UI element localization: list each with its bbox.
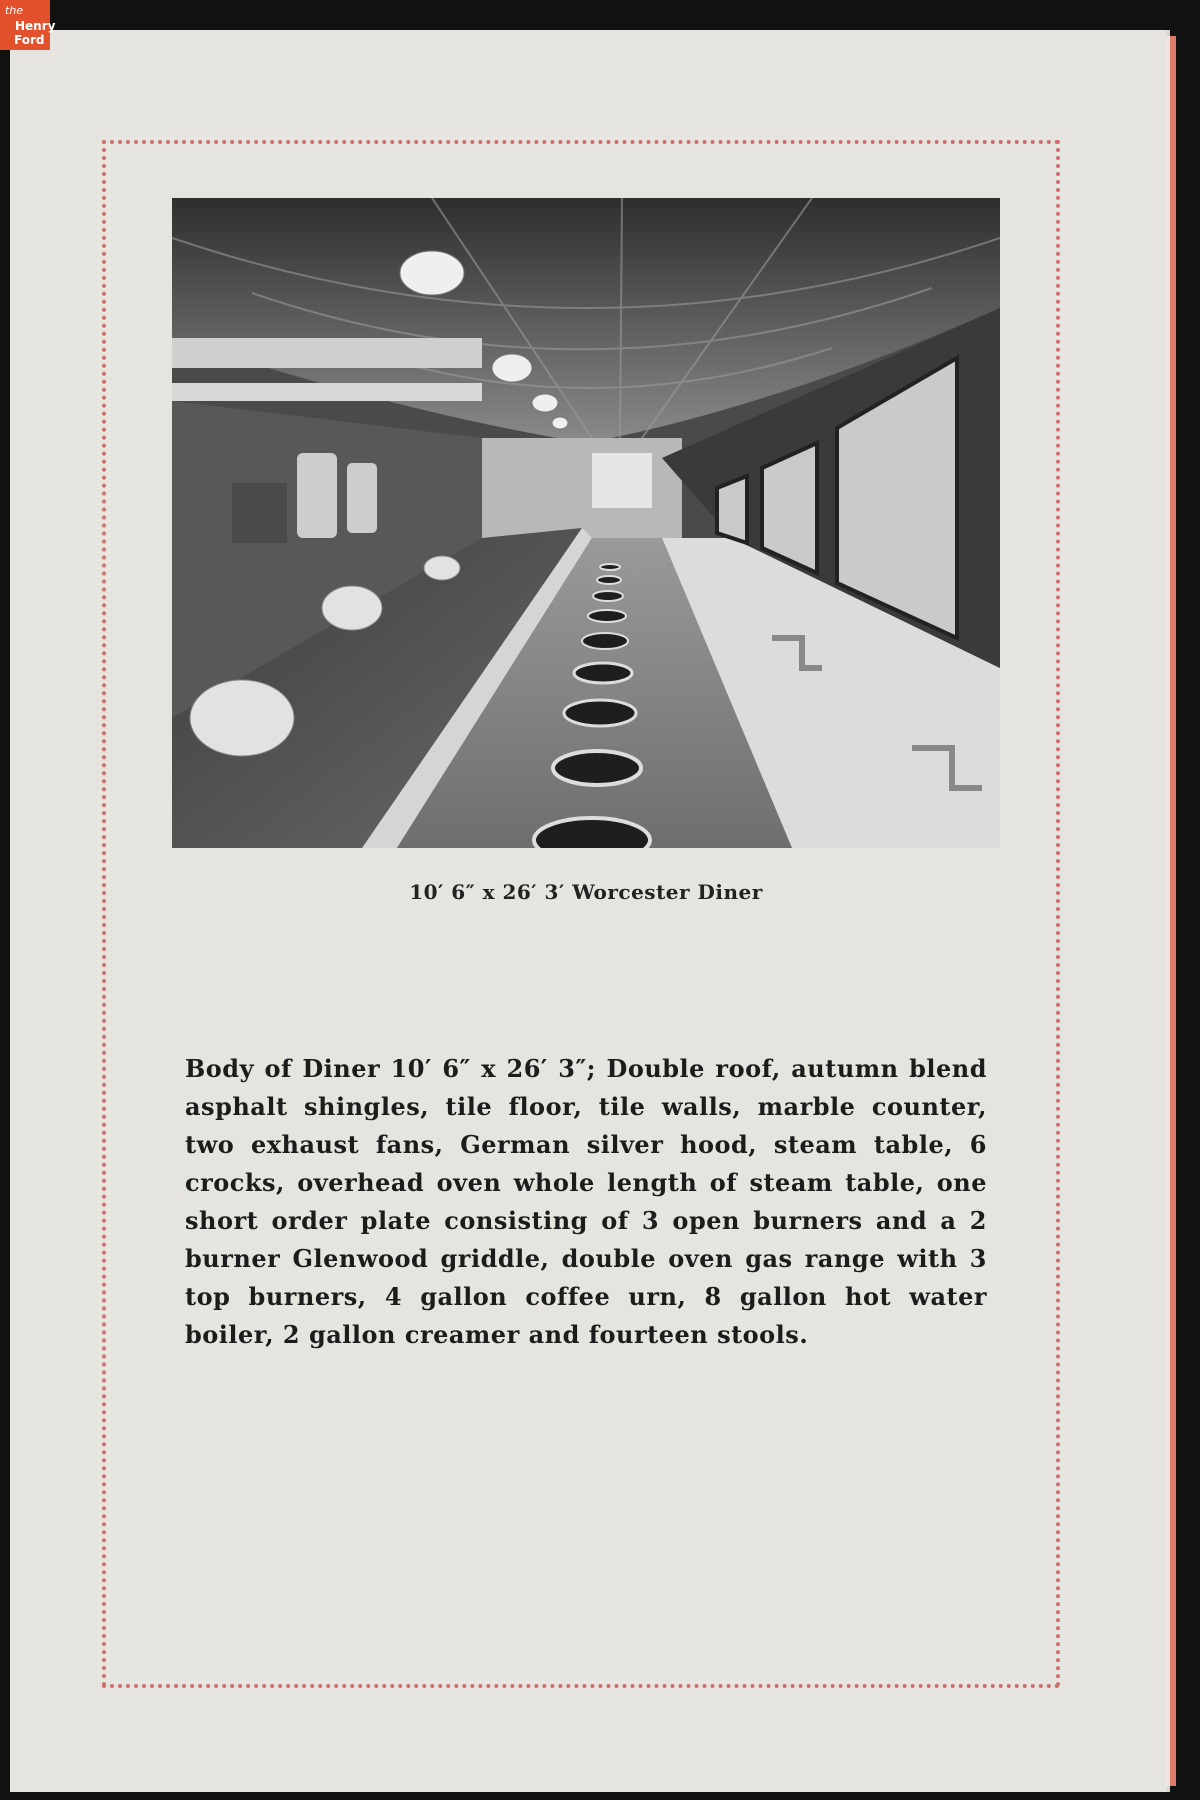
diner-interior-photo [172, 198, 1000, 848]
logo-line-1: the [5, 4, 24, 17]
logo-line-2: Henry [15, 19, 56, 33]
photo-caption: 10′ 6″ x 26′ 3′ Worcester Diner [409, 880, 763, 904]
logo-line-3: Ford [14, 33, 45, 47]
henry-ford-logo [0, 0, 56, 50]
description-paragraph: Body of Diner 10′ 6″ x 26′ 3″; Double roof, autumn blend asphalt shingles, tile floor, tile walls, marble counter, two exhaust fans, German silver hood, steam table, 6 crocks, overhead oven whole length of steam table, one short order plate consisting of 3 open burners and a 2 burner Glenwood griddle, double oven gas range with 3 top burners, 4 gallon coffee urn, 8 gallon hot water boiler, 2 gallon creamer and fourteen stools. [185, 1054, 987, 1349]
page-edge [1170, 36, 1176, 1786]
